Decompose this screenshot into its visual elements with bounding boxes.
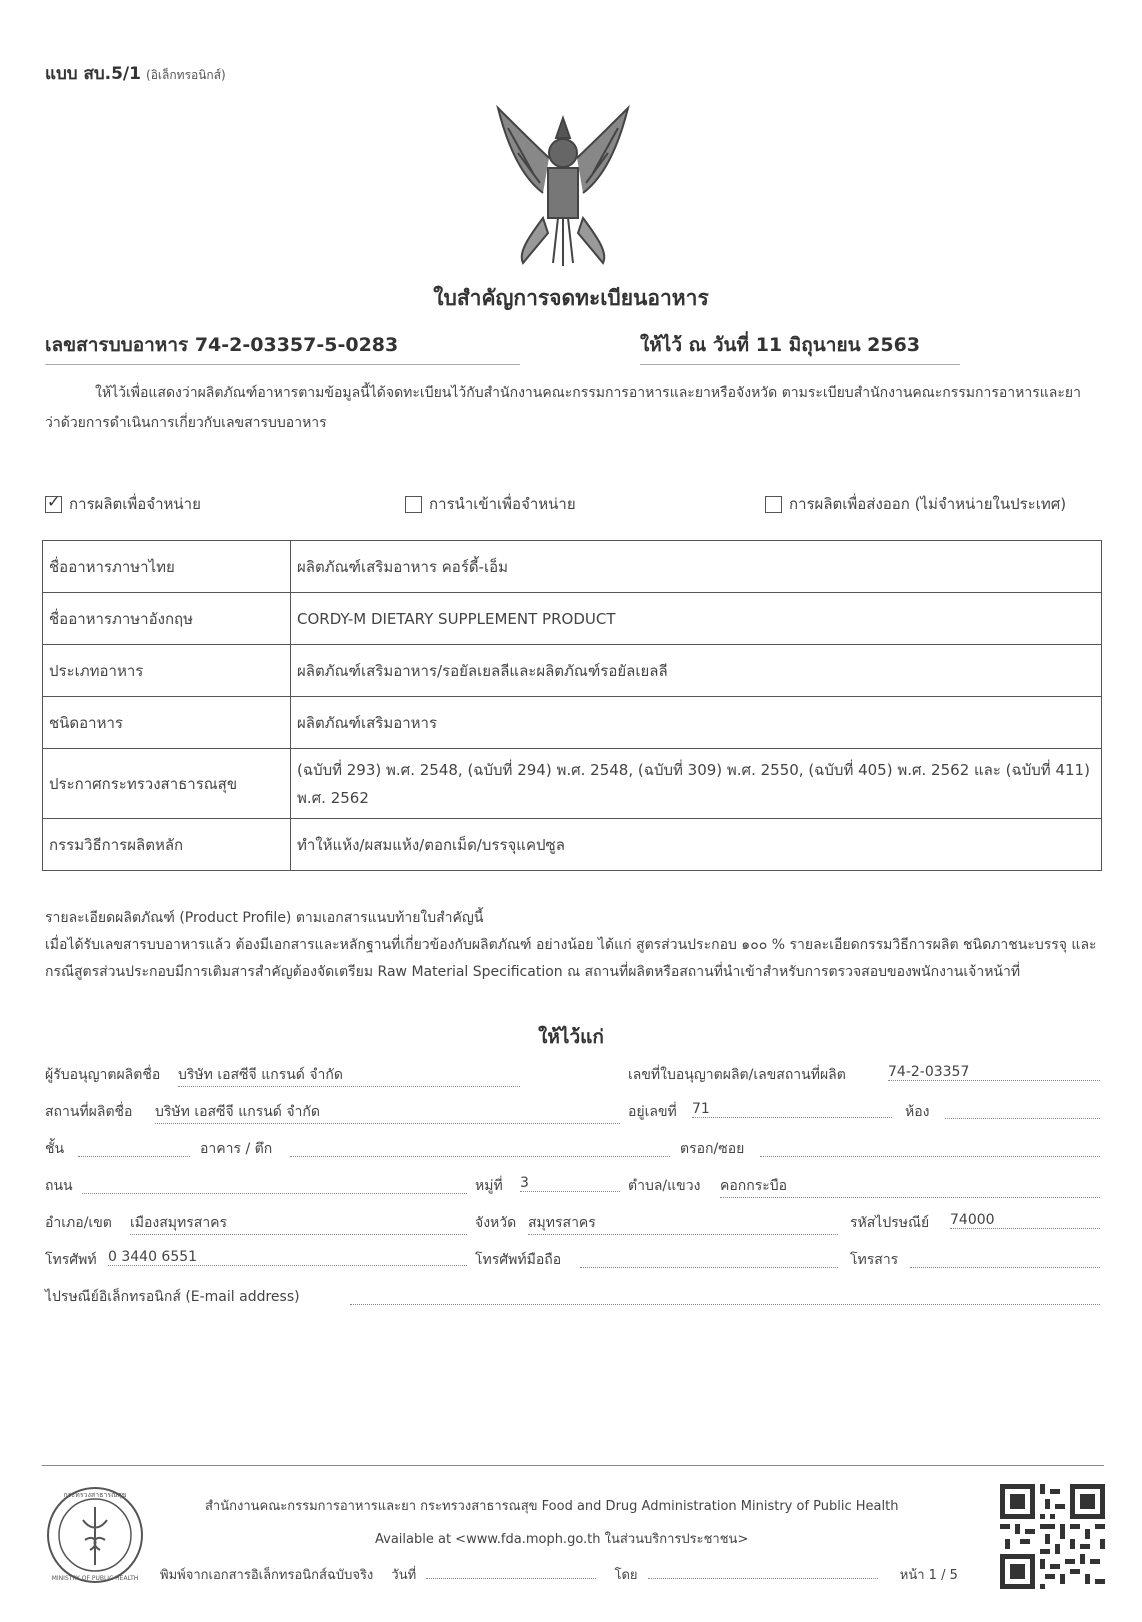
fax-value-line	[910, 1267, 1100, 1268]
intro-paragraph: ให้ไว้เพื่อแสดงว่าผลิตภัณฑ์อาหารตามข้อมูลนี้ได้จดทะเบียนไว้กับสำนักงานคณะกรรมการอาหารและยาหรือจังหวัด ตามระเบียบสำนักงานคณะกรรมการอาหารและยาว่าด้วยการดำเนินการเกี่ยวกับเลขสารบบอาหาร	[45, 385, 1081, 431]
form-code: แบบ สบ.5/1 (อิเล็กทรอนิกส์)	[45, 64, 226, 84]
floor-label: ชั้น	[45, 1141, 65, 1157]
phone-value: 0 3440 6551	[108, 1249, 467, 1266]
building-value-line	[290, 1156, 670, 1157]
license-no-value: 74-2-03357	[888, 1064, 1100, 1081]
site-label: สถานที่ผลิตชื่อ	[45, 1104, 133, 1120]
site-value: บริษัท เอสซีจี แกรนด์ จำกัด	[155, 1101, 620, 1124]
licensee-label: ผู้รับอนุญาตผลิตชื่อ	[45, 1067, 161, 1083]
row-value: ผลิตภัณฑ์เสริมอาหาร	[291, 697, 1102, 749]
note-product-profile: รายละเอียดผลิตภัณฑ์ (Product Profile) ตามเอกสารแนบท้ายใบสำคัญนี้	[45, 910, 484, 926]
subdistrict-label: ตำบล/แขวง	[628, 1178, 701, 1194]
moo-label: หมู่ที่	[475, 1178, 503, 1194]
district-label: อำเภอ/เขต	[45, 1215, 112, 1231]
row-label: ชื่ออาหารภาษาอังกฤษ	[43, 593, 291, 645]
district-value: เมืองสมุทรสาคร	[130, 1212, 467, 1235]
notes	[45, 905, 1105, 986]
seal-text-bottom: MINISTRY OF PUBLIC HEALTH	[51, 1575, 139, 1582]
alley-label: ตรอก/ซอย	[680, 1141, 745, 1157]
checkbox-empty-icon	[405, 496, 422, 513]
row-label: ชนิดอาหาร	[43, 697, 291, 749]
footer-printed: พิมพ์จากเอกสารอิเล็กทรอนิกส์ฉบับจริง วันที่ โดย หน้า 1 / 5	[160, 1568, 958, 1583]
road-value-line	[82, 1193, 467, 1194]
subdistrict-value: คอกกระบือ	[720, 1175, 1100, 1198]
row-value: (ฉบับที่ 293) พ.ศ. 2548, (ฉบับที่ 294) พ.ศ. 2548, (ฉบับที่ 309) พ.ศ. 2550, (ฉบับที่ 405) พ.ศ. 2562 และ (ฉบับที่ 411) พ.ศ. 2562	[291, 749, 1102, 819]
postcode-value: 74000	[950, 1212, 1100, 1229]
page-number: หน้า 1 / 5	[899, 1568, 958, 1583]
building-label: อาคาร / ตึก	[200, 1141, 273, 1157]
room-label: ห้อง	[905, 1104, 930, 1120]
mobile-value-line	[580, 1267, 838, 1268]
email-label: ไปรษณีย์อิเล็กทรอนิกส์ (E-mail address)	[45, 1289, 300, 1305]
moo-value: 3	[520, 1175, 620, 1192]
checkbox-checked-icon: ✓	[47, 491, 61, 511]
table-row	[43, 593, 1102, 645]
table-row	[43, 749, 1102, 819]
row-label: ประกาศกระทรวงสาธารณสุข	[43, 749, 291, 819]
qr-code-icon	[1000, 1484, 1105, 1589]
table-row	[43, 645, 1102, 697]
row-value: ผลิตภัณฑ์เสริมอาหาร คอร์ดี้-เอ็ม	[291, 541, 1102, 593]
email-value-line	[350, 1304, 1100, 1305]
road-label: ถนน	[45, 1178, 73, 1194]
row-label: ประเภทอาหาร	[43, 645, 291, 697]
issue-date: ให้ไว้ ณ วันที่ 11 มิถุนายน 2563	[640, 330, 960, 365]
document-title: ใบสำคัญการจดทะเบียนอาหาร	[433, 286, 709, 310]
table-row	[43, 819, 1102, 871]
postcode-label: รหัสไปรษณีย์	[850, 1215, 930, 1231]
province-value: สมุทรสาคร	[528, 1212, 838, 1235]
given-to-heading: ให้ไว้แก่	[538, 1026, 604, 1048]
product-info-table	[42, 540, 1102, 871]
footer-available: Available at <www.fda.moph.go.th ในส่วนบริการประชาชน>	[375, 1532, 749, 1547]
registration-number: เลขสารบบอาหาร 74-2-03357-5-0283	[45, 330, 520, 365]
table-row	[43, 697, 1102, 749]
checkbox-empty-icon	[765, 496, 782, 513]
checkbox-produce-for-sale[interactable]: ✓ การผลิตเพื่อจำหน่าย	[47, 491, 201, 513]
footer-agency: สำนักงานคณะกรรมการอาหารและยา กระทรวงสาธารณสุข Food and Drug Administration Ministry of Public Health	[205, 1499, 899, 1514]
house-no-label: อยู่เลขที่	[628, 1104, 677, 1120]
row-value: ทำให้แห้ง/ผสมแห้ง/ตอกเม็ด/บรรจุแคปซูล	[291, 819, 1102, 871]
checkbox-produce-for-export[interactable]: การผลิตเพื่อส่งออก (ไม่จำหน่ายในประเทศ)	[765, 492, 1066, 516]
province-label: จังหวัด	[475, 1215, 517, 1231]
house-no-value: 71	[692, 1101, 892, 1118]
fax-label: โทรสาร	[850, 1252, 899, 1268]
licensee-value: บริษัท เอสซีจี แกรนด์ จำกัด	[178, 1064, 520, 1087]
mobile-label: โทรศัพท์มือถือ	[475, 1252, 562, 1268]
note-requirements: เมื่อได้รับเลขสารบบอาหารแล้ว ต้องมีเอกสารและหลักฐานที่เกี่ยวข้องกับผลิตภัณฑ์ อย่างน้อย ได้แก่ สูตรส่วนประกอบ ๑๐๐ % รายละเอียดกรรมวิธีการผลิต ชนิดภาชนะบรรจุ และกรณีสูตรส่วนประกอบมีการเติมสารสำคัญต้องจัดเตรียม Raw Material Specification ณ สถานที่ผลิตหรือสถานที่นำเข้าสำหรับการตรวจสอบของพนักงานเจ้าหน้าที่	[45, 937, 1097, 980]
row-label: ชื่ออาหารภาษาไทย	[43, 541, 291, 593]
footer-divider	[42, 1465, 1104, 1466]
garuda-emblem-icon	[488, 98, 638, 268]
ministry-seal-icon	[45, 1485, 145, 1585]
table-row	[43, 541, 1102, 593]
row-label: กรรมวิธีการผลิตหลัก	[43, 819, 291, 871]
alley-value-line	[760, 1156, 1100, 1157]
seal-text-top: กระทรวงสาธารณสุข	[63, 1491, 127, 1499]
license-no-label: เลขที่ใบอนุญาตผลิต/เลขสถานที่ผลิต	[628, 1067, 846, 1083]
checkbox-import-for-sale[interactable]: การนำเข้าเพื่อจำหน่าย	[405, 492, 576, 516]
phone-label: โทรศัพท์	[45, 1252, 97, 1268]
row-value: ผลิตภัณฑ์เสริมอาหาร/รอยัลเยลลีและผลิตภัณฑ์รอยัลเยลลี	[291, 645, 1102, 697]
room-value-line	[945, 1118, 1100, 1119]
floor-value-line	[78, 1156, 190, 1157]
row-value: CORDY-M DIETARY SUPPLEMENT PRODUCT	[291, 593, 1102, 645]
